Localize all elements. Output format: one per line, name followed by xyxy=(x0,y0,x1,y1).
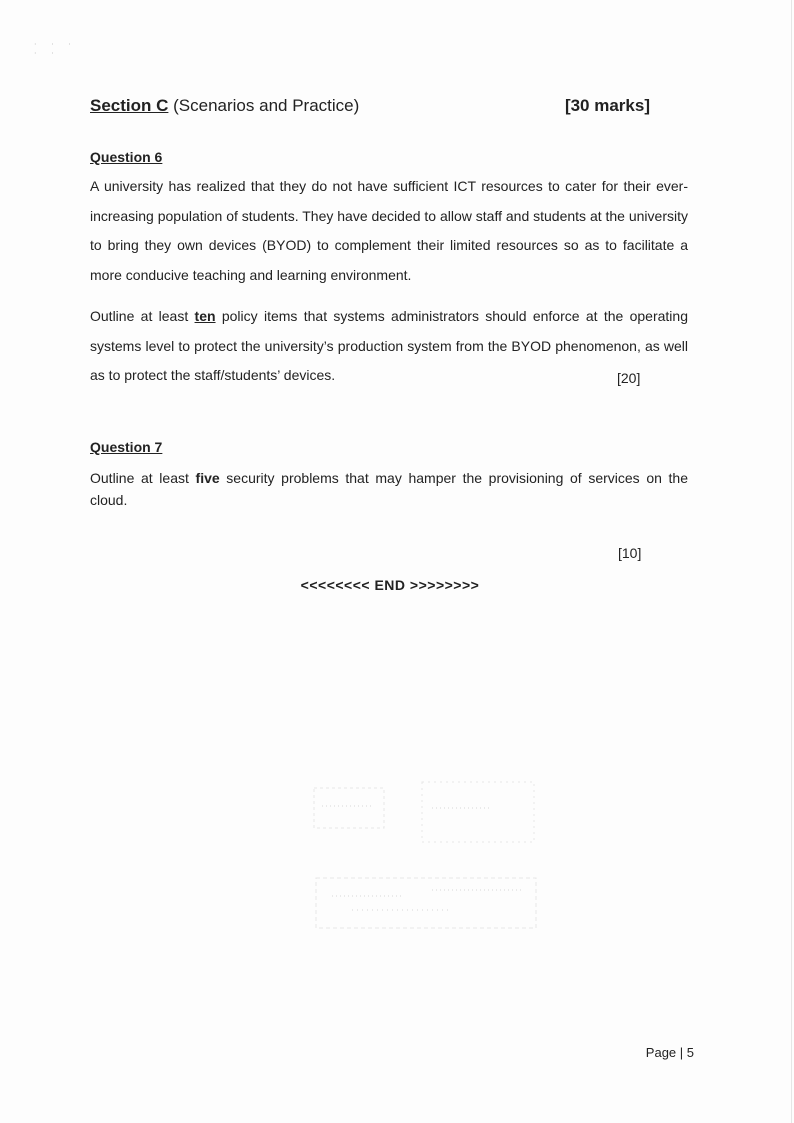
question-7-heading: Question 7 xyxy=(90,439,163,455)
question-7-marks: [10] xyxy=(618,545,642,561)
scan-edge xyxy=(791,0,792,1123)
question-7-text-before: Outline at least xyxy=(90,470,196,486)
question-6-paragraph-1: A university has realized that they do not have sufficient ICT resources to cater for their ever-increasing population of students. They have decided to allow staff and students at the university to bring they own devices (BYOD) to complement their limited resources so as to facilitate a more conducive teaching and learning environment. xyxy=(90,178,688,283)
question-6-heading: Question 6 xyxy=(90,149,163,165)
scan-specks: · · · · · xyxy=(34,40,77,58)
faded-stamp xyxy=(312,778,540,933)
question-7-paragraph xyxy=(90,467,688,511)
question-6-text-after: policy items that systems administrators should enforce at the operating systems level to protect the university’s production system from the BYOD phenomenon, as well as to protect the staff/students’ devices. xyxy=(90,308,688,383)
question-6-emphasis: ten xyxy=(194,308,216,324)
question-7-emphasis: five xyxy=(195,470,220,486)
question-6-text-before: Outline at least xyxy=(90,308,195,324)
section-subtitle: (Scenarios and Practice) xyxy=(168,96,360,115)
page-number: Page | 5 xyxy=(645,1045,694,1060)
section-label: Section C xyxy=(90,96,169,115)
question-6-paragraph-2 xyxy=(90,302,688,391)
section-marks: [30 marks] xyxy=(564,96,650,115)
question-6-marks: [20] xyxy=(617,370,641,386)
end-marker: <<<<<<<< END >>>>>>>> xyxy=(300,577,480,593)
section-header xyxy=(90,96,650,120)
question-7-text-after: security problems that may hamper the provisioning of services on the cloud. xyxy=(90,470,688,508)
section-title xyxy=(90,96,359,116)
